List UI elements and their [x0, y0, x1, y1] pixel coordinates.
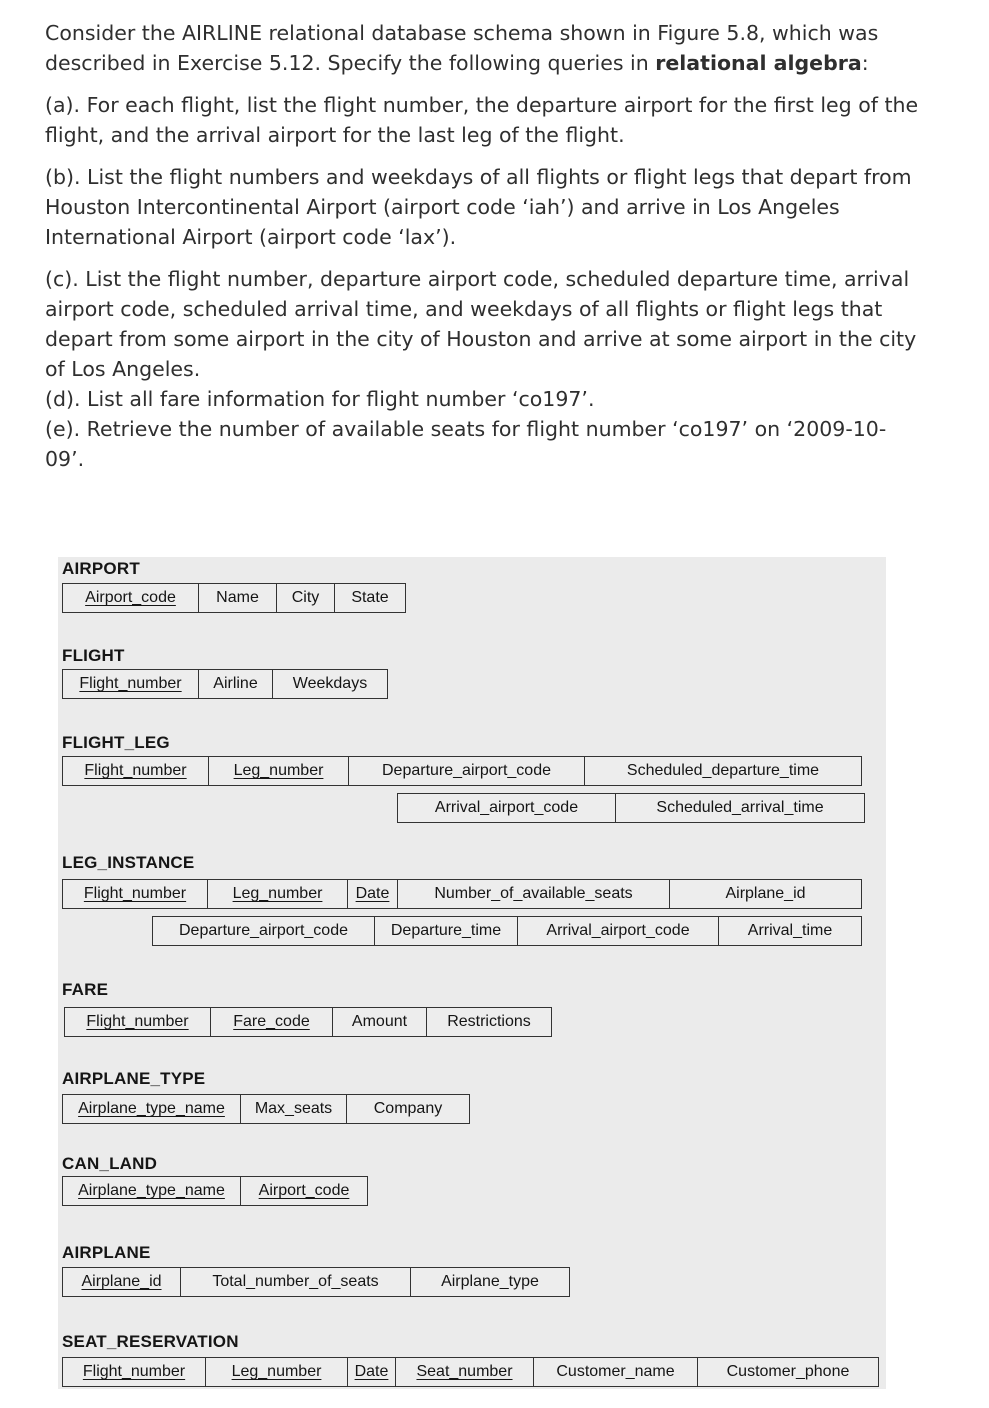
attr-arrival-airport-code: Arrival_airport_code — [398, 794, 616, 822]
relation-flight-leg-row1 — [62, 756, 862, 786]
attr-arrival-airport-code: Arrival_airport_code — [518, 917, 719, 945]
attr-name: Name — [199, 584, 277, 612]
attr-scheduled-departure-time: Scheduled_departure_time — [626, 762, 820, 779]
relation-leg-instance-row1 — [62, 879, 862, 909]
attr-departure-airport-code: Departure_airport_code — [349, 757, 585, 785]
attr-date: Date — [348, 880, 398, 908]
relation-title-flight: FLIGHT — [62, 646, 125, 665]
relation-leg-instance-row2 — [152, 916, 862, 946]
question-text — [45, 18, 925, 474]
relation-title-can-land: CAN_LAND — [62, 1154, 158, 1173]
attr-seat-number: Seat_number — [396, 1358, 534, 1386]
relation-title-airplane-type: AIRPLANE_TYPE — [62, 1069, 206, 1088]
query-e: (e). Retrieve the number of available seats for flight number ‘co197’ on ‘2009-10-09’. — [45, 417, 887, 471]
attr-customer-phone: Customer_phone — [726, 1363, 850, 1380]
relation-flight — [62, 669, 388, 699]
attr-company: Company — [373, 1100, 443, 1117]
attr-flight-number: Flight_number — [63, 670, 199, 698]
attr-city: City — [277, 584, 335, 612]
attr-weekdays: Weekdays — [292, 675, 368, 692]
attr-flight-number: Flight_number — [65, 1008, 211, 1036]
schema-figure — [58, 557, 886, 1389]
attr-airport-code: Airport_code — [63, 584, 199, 612]
attr-fare-code: Fare_code — [211, 1008, 333, 1036]
attr-airline: Airline — [199, 670, 273, 698]
relation-airport — [62, 583, 406, 613]
attr-leg-number: Leg_number — [206, 1358, 348, 1386]
intro-paragraph: Consider the AIRLINE relational database schema shown in Figure 5.8, which was described in Exercise 5.12. Specify the following queries in relational algebra: — [45, 21, 879, 75]
relation-seat-reservation — [62, 1357, 879, 1387]
attr-airplane-id: Airplane_id — [63, 1268, 181, 1296]
relation-flight-leg-row2 — [397, 793, 865, 823]
relation-airplane-type — [62, 1094, 470, 1124]
attr-total-number-of-seats: Total_number_of_seats — [181, 1268, 411, 1296]
attr-leg-number: Leg_number — [208, 880, 348, 908]
attr-flight-number: Flight_number — [63, 880, 208, 908]
relation-title-leg-instance: LEG_INSTANCE — [62, 853, 195, 872]
query-c: (c). List the flight number, departure airport code, scheduled departure time, arrival airport code, scheduled arrival time, and weekdays of all flights or flight legs that depart from some airport in the city of Houston and arrive at some airport in the city of Los Angeles. — [45, 267, 917, 381]
relation-can-land — [62, 1176, 368, 1206]
attr-departure-airport-code: Departure_airport_code — [153, 917, 375, 945]
relation-title-flight-leg: FLIGHT_LEG — [62, 733, 170, 752]
relation-title-seat-reservation: SEAT_RESERVATION — [62, 1332, 239, 1351]
query-a: (a). For each flight, list the flight number, the departure airport for the first leg of the flight, and the arrival airport for the last leg of the flight. — [45, 93, 919, 147]
attr-flight-number: Flight_number — [63, 757, 209, 785]
attr-departure-time: Departure_time — [375, 917, 518, 945]
attr-airplane-id: Airplane_id — [725, 885, 806, 902]
attr-scheduled-arrival-time: Scheduled_arrival_time — [656, 799, 824, 816]
attr-date: Date — [348, 1358, 396, 1386]
attr-arrival-time: Arrival_time — [747, 922, 833, 939]
relation-title-fare: FARE — [62, 980, 109, 999]
relation-title-airport: AIRPORT — [62, 559, 140, 578]
attr-number-of-available-seats: Number_of_available_seats — [398, 880, 670, 908]
attr-state: State — [351, 589, 389, 606]
attr-amount: Amount — [333, 1008, 427, 1036]
attr-airplane-type-name: Airplane_type_name — [63, 1095, 241, 1123]
relation-title-airplane: AIRPLANE — [62, 1243, 151, 1262]
query-b: (b). List the flight numbers and weekdays of all flights or flight legs that depart from Houston Intercontinental Airport (airport code ‘iah’) and arrive in Los Angeles International Airport (airport code ‘lax’). — [45, 165, 912, 249]
relation-fare — [64, 1007, 552, 1037]
attr-customer-name: Customer_name — [534, 1358, 698, 1386]
attr-airplane-type-name: Airplane_type_name — [63, 1177, 241, 1205]
attr-airplane-type: Airplane_type — [441, 1273, 539, 1290]
attr-restrictions: Restrictions — [447, 1013, 531, 1030]
attr-flight-number: Flight_number — [63, 1358, 206, 1386]
emphasis-relational-algebra: relational algebra — [655, 51, 862, 75]
query-d: (d). List all fare information for flight number ‘co197’. — [45, 387, 595, 411]
relation-airplane — [62, 1267, 570, 1297]
attr-airport-code: Airport_code — [258, 1182, 350, 1199]
attr-max-seats: Max_seats — [241, 1095, 347, 1123]
attr-leg-number: Leg_number — [209, 757, 349, 785]
